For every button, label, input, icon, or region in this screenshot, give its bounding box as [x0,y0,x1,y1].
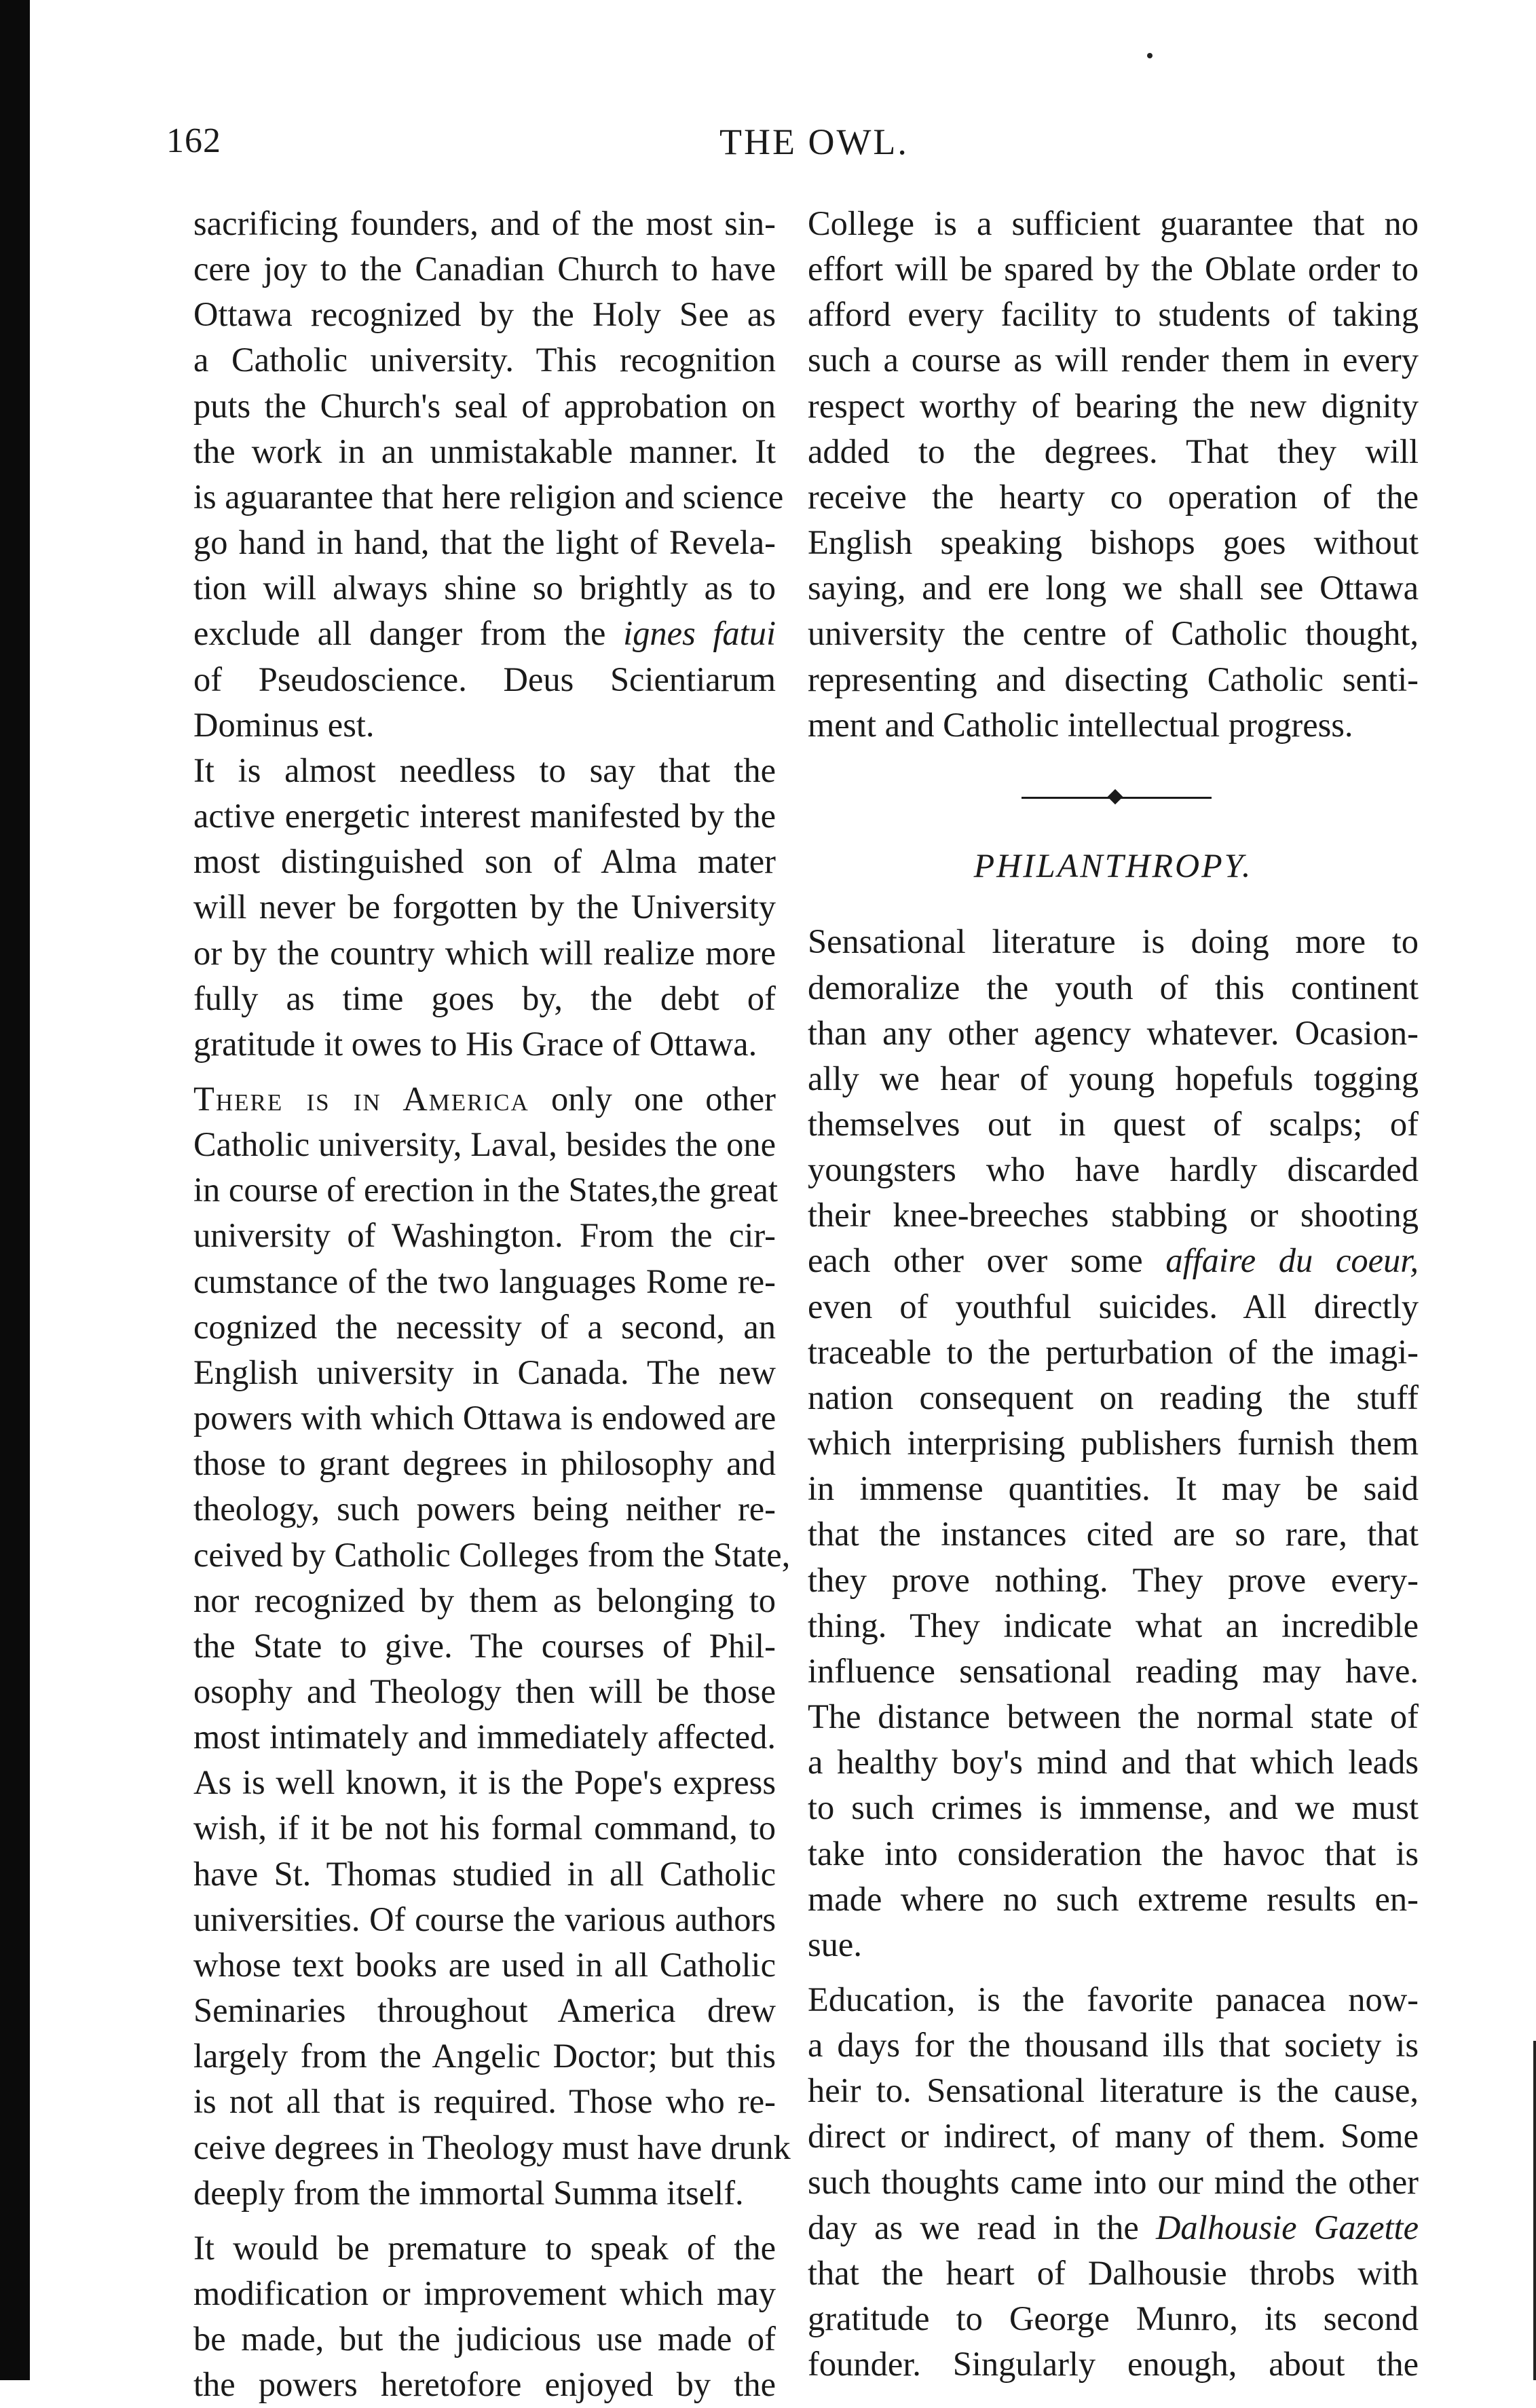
text-line: in immense quantities. It may be said [808,1469,1419,1508]
text-run: exclude all danger from the [193,614,624,653]
text-line: demoralize the youth of this continent [808,968,1419,1007]
text-line [808,1238,1419,1283]
text-line: to such crimes is immense, and we must [808,1788,1419,1827]
text-line: afford every facility to students of taking [808,295,1419,334]
text-line: the State to give. The courses of Phil- [193,1626,776,1665]
text-line: such a course as will render them in every [808,341,1419,379]
text-line: thing. They indicate what an incredible [808,1606,1419,1644]
text-line: gratitude it owes to His Grace of Ottawa. [193,1024,757,1063]
text-line: those to grant degrees in philosophy and [193,1444,776,1483]
text-line: receive the hearty co operation of the [808,477,1419,516]
text-line [193,1076,776,1122]
text-line [193,611,776,656]
text-line: Dominus est. [193,705,375,744]
text-line: sue. [808,1925,862,1963]
text-line: youngsters who have hardly discarded [808,1150,1419,1189]
italic-phrase: Dalhousie Gazette [1155,2208,1419,2246]
text-line: modification or improvement which may [193,2274,776,2313]
text-line: heir to. Sensational literature is the cause, [808,2071,1419,2110]
text-line: It would be premature to speak of the [193,2228,776,2267]
text-line: the work in an unmistakable manner. It [193,432,776,470]
text-line: Ottawa recognized by the Holy See as [193,295,776,334]
text-line: a healthy boy's mind and that which leads [808,1743,1419,1782]
text-line: saying, and ere long we shall see Ottawa [808,569,1419,607]
text-run: only one other [529,1079,776,1118]
text-line: sacrificing founders, and of the most sin- [193,204,776,242]
text-line: osophy and Theology then will be those [193,1672,776,1710]
text-line: is aguarantee that here religion and science [193,477,784,516]
scan-edge [0,0,30,2380]
ink-speck [1147,53,1153,58]
text-line: direct or indirect, of many of them. Some [808,2117,1419,2156]
paragraph [193,201,784,748]
italic-phrase: affaire du coeur, [1165,1241,1419,1280]
text-line: theology, such powers being neither re- [193,1490,776,1528]
text-line: deeply from the immortal Summa itself. [193,2173,744,2212]
text-line [808,2205,1419,2251]
text-line: in course of erection in the States,the great [193,1171,778,1209]
text-line: ally we hear of young hopefuls togging [808,1059,1419,1097]
text-line: even of youthful suicides. All directly [808,1287,1419,1325]
text-line: Catholic university, Laval, besides the one [193,1125,776,1164]
scan-edge-right [1533,2041,1536,2380]
text-line: such thoughts came into our mind the other [808,2162,1419,2201]
text-line: they prove nothing. They prove every- [808,1560,1419,1599]
text-line: traceable to the perturbation of the imagi- [808,1332,1419,1371]
text-run: each other over some [808,1241,1166,1280]
text-line: nor recognized by them as belonging to [193,1581,776,1619]
left-column [193,201,791,2408]
text-line: College is a sufficient guarantee that no [808,204,1419,242]
text-line: ceived by Catholic Colleges from the State, [193,1535,791,1574]
text-line: a Catholic university. This recognition [193,341,776,379]
text-line: universities. Of course the various authors [193,1900,776,1938]
text-line: be made, but the judicious use made of [193,2320,776,2358]
text-line: Education, is the favorite panacea now- [808,1980,1419,2018]
text-line: the powers heretofore enjoyed by the [193,2365,776,2404]
text-line: have St. Thomas studied in all Catholic [193,1854,776,1893]
text-line: gratitude to George Munro, its second [808,2299,1419,2338]
text-line: representing and disecting Catholic senti- [808,660,1419,698]
text-line: fully as time goes by, the debt of [193,979,776,1017]
article-title: PHILANTHROPY. [973,846,1253,884]
text-line: most distinguished son of Alma mater [193,842,776,881]
text-line: university the centre of Catholic thought, [808,614,1419,653]
text-line: of Pseudoscience. Deus Scientiarum [193,660,776,698]
text-line: puts the Church's seal of approbation on [193,386,776,425]
paragraph [808,1977,1419,2387]
text-line: whose text books are used in all Catholic [193,1945,776,1984]
text-line: It is almost needless to say that the [193,751,776,789]
text-line: influence sensational reading may have. [808,1651,1419,1690]
text-line: is not all that is required. Those who re- [193,2082,776,2121]
text-line: which interprising publishers furnish them [808,1424,1419,1463]
running-head: THE OWL. [719,121,909,162]
paragraph [193,1076,791,2216]
text-line: most intimately and immediately affected. [193,1718,776,1756]
text-line: take into consideration the havoc that is [808,1834,1419,1873]
text-line: a days for the thousand ills that society is [808,2026,1419,2065]
text-line: English university in Canada. The new [193,1353,776,1391]
text-line: active energetic interest manifested by the [193,797,776,835]
text-line: that the instances cited are so rare, that [808,1515,1419,1554]
text-line: cere joy to the Canadian Church to have [193,250,776,288]
text-line: respect worthy of bearing the new dignity [808,386,1419,425]
paragraph [808,201,1419,748]
text-line: Sensational literature is doing more to [808,922,1419,961]
text-line: their knee-breeches stabbing or shooting [808,1196,1419,1235]
text-line: than any other agency whatever. Ocasion- [808,1013,1419,1052]
text-line: The distance between the normal state of [808,1697,1419,1736]
right-column [808,201,1419,2387]
paragraph [193,748,776,1067]
text-line: ment and Catholic intellectual progress. [808,705,1353,744]
text-line: or by the country which will realize more [193,933,776,972]
small-caps-lead: There is in America [193,1079,529,1118]
text-line: will never be forgotten by the University [193,888,776,926]
text-line: cumstance of the two languages Rome re- [193,1262,776,1300]
page-number: 162 [166,121,221,160]
text-line: tion will always shine so brightly as to [193,569,776,607]
text-line: added to the degrees. That they will [808,432,1419,470]
text-line: English speaking bishops goes without [808,523,1419,562]
text-line: As is well known, it is the Pope's express [193,1763,776,1802]
text-line: made where no such extreme results en- [808,1879,1419,1918]
text-line: largely from the Angelic Doctor; but this [193,2037,776,2075]
italic-phrase: ignes fatui [623,614,776,653]
text-line: powers with which Ottawa is endowed are [193,1399,776,1437]
paragraph [193,2225,776,2408]
text-line: ceive degrees in Theology must have drunk [193,2128,791,2166]
text-line: go hand in hand, that the light of Revela- [193,523,776,562]
text-line: themselves out in quest of scalps; of [808,1105,1419,1143]
text-line: effort will be spared by the Oblate order to [808,250,1419,288]
text-run: day as we read in the [808,2208,1156,2246]
text-line: cognized the necessity of a second, an [193,1307,776,1346]
paragraph [808,919,1419,1968]
text-line: university of Washington. From the cir- [193,1216,776,1255]
text-line: Seminaries throughout America drew [193,1991,776,2030]
text-line: nation consequent on reading the stuff [808,1378,1419,1416]
text-line: that the heart of Dalhousie throbs with [808,2253,1419,2292]
text-line: wish, if it be not his formal command, to [193,1809,776,1847]
divider-diamond-icon [1108,789,1123,805]
section-divider [808,775,1419,823]
text-line: founder. Singularly enough, about the [808,2345,1419,2384]
